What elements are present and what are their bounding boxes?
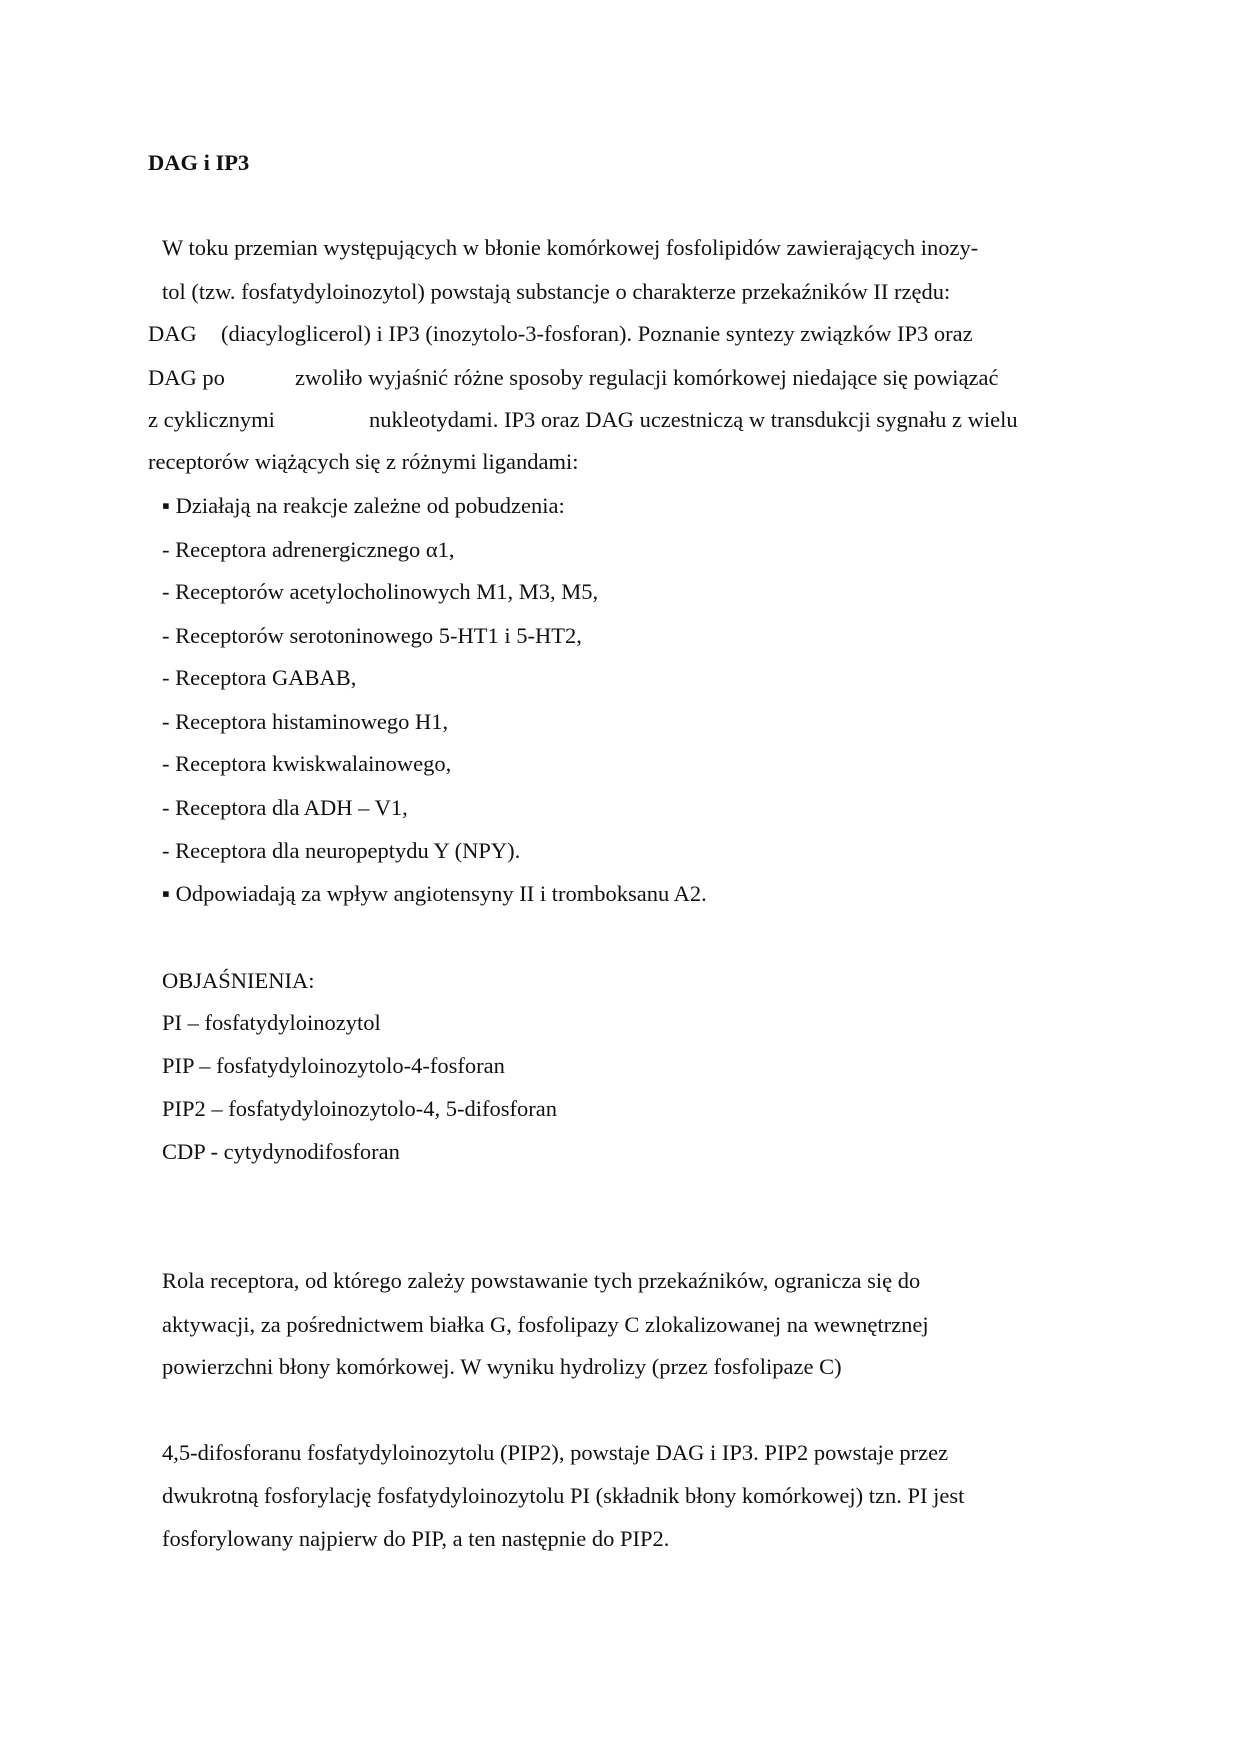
paragraph-line: aktywacji, za pośrednictwem białka G, fosfolipazy C zlokalizowanej na wewnętrznej xyxy=(162,1312,929,1337)
list-item: - Receptora GABAB, xyxy=(162,665,357,690)
list-item: ▪ Działają na reakcje zależne od pobudzenia: xyxy=(162,493,565,518)
intro-line: receptorów wiążących się z różnymi ligandami: xyxy=(148,449,579,474)
paragraph-line: 4,5-difosforanu fosfatydyloinozytolu (PIP2), powstaje DAG i IP3. PIP2 powstaje przez xyxy=(162,1440,949,1465)
intro-segment: nukleotydami. IP3 oraz DAG uczestniczą w transdukcji sygnału z wielu xyxy=(369,407,1018,432)
list-item: - Receptorów acetylocholinowych M1, M3, M5, xyxy=(162,579,599,604)
intro-segment: z cyklicznymi xyxy=(148,407,275,432)
intro-line: tol (tzw. fosfatydyloinozytol) powstają substancje o charakterze przekaźników II rzędu: xyxy=(162,279,951,304)
paragraph-line: Rola receptora, od którego zależy powstawanie tych przekaźników, ogranicza się do xyxy=(162,1268,921,1293)
list-item: ▪ Odpowiadają za wpływ angiotensyny II i tromboksanu A2. xyxy=(162,881,707,906)
list-item: - Receptora dla neuropeptydu Y (NPY). xyxy=(162,838,521,863)
document-title: DAG i IP3 xyxy=(148,150,250,175)
intro-segment: DAG po xyxy=(148,365,225,390)
glossary-heading: OBJAŚNIENIA: xyxy=(162,968,315,993)
glossary-item: PI – fosfatydyloinozytol xyxy=(162,1010,381,1035)
glossary-item: PIP – fosfatydyloinozytolo-4-fosforan xyxy=(162,1053,505,1078)
glossary-item: CDP - cytydynodifosforan xyxy=(162,1139,400,1164)
intro-segment: (diacyloglicerol) i IP3 (inozytolo-3-fosforan). Poznanie syntezy związków IP3 oraz xyxy=(221,321,973,346)
intro-line: W toku przemian występujących w błonie komórkowej fosfolipidów zawierających inozy- xyxy=(162,235,979,260)
paragraph-line: powierzchni błony komórkowej. W wyniku hydrolizy (przez fosfolipaze C) xyxy=(162,1354,842,1379)
list-item: - Receptora histaminowego H1, xyxy=(162,709,449,734)
intro-segment: DAG xyxy=(148,321,197,346)
paragraph-line: fosforylowany najpierw do PIP, a ten następnie do PIP2. xyxy=(162,1526,670,1551)
paragraph-line: dwukrotną fosforylację fosfatydyloinozytolu PI (składnik błony komórkowej) tzn. PI jest xyxy=(162,1483,965,1508)
list-item: - Receptora kwiskwalainowego, xyxy=(162,751,452,776)
list-item: - Receptora dla ADH – V1, xyxy=(162,795,408,820)
glossary-item: PIP2 – fosfatydyloinozytolo-4, 5-difosforan xyxy=(162,1096,557,1121)
list-item: - Receptora adrenergicznego α1, xyxy=(162,537,455,562)
intro-segment: zwoliło wyjaśnić różne sposoby regulacji komórkowej niedające się powiązać xyxy=(295,365,999,390)
list-item: - Receptorów serotoninowego 5-HT1 i 5-HT2, xyxy=(162,623,582,648)
